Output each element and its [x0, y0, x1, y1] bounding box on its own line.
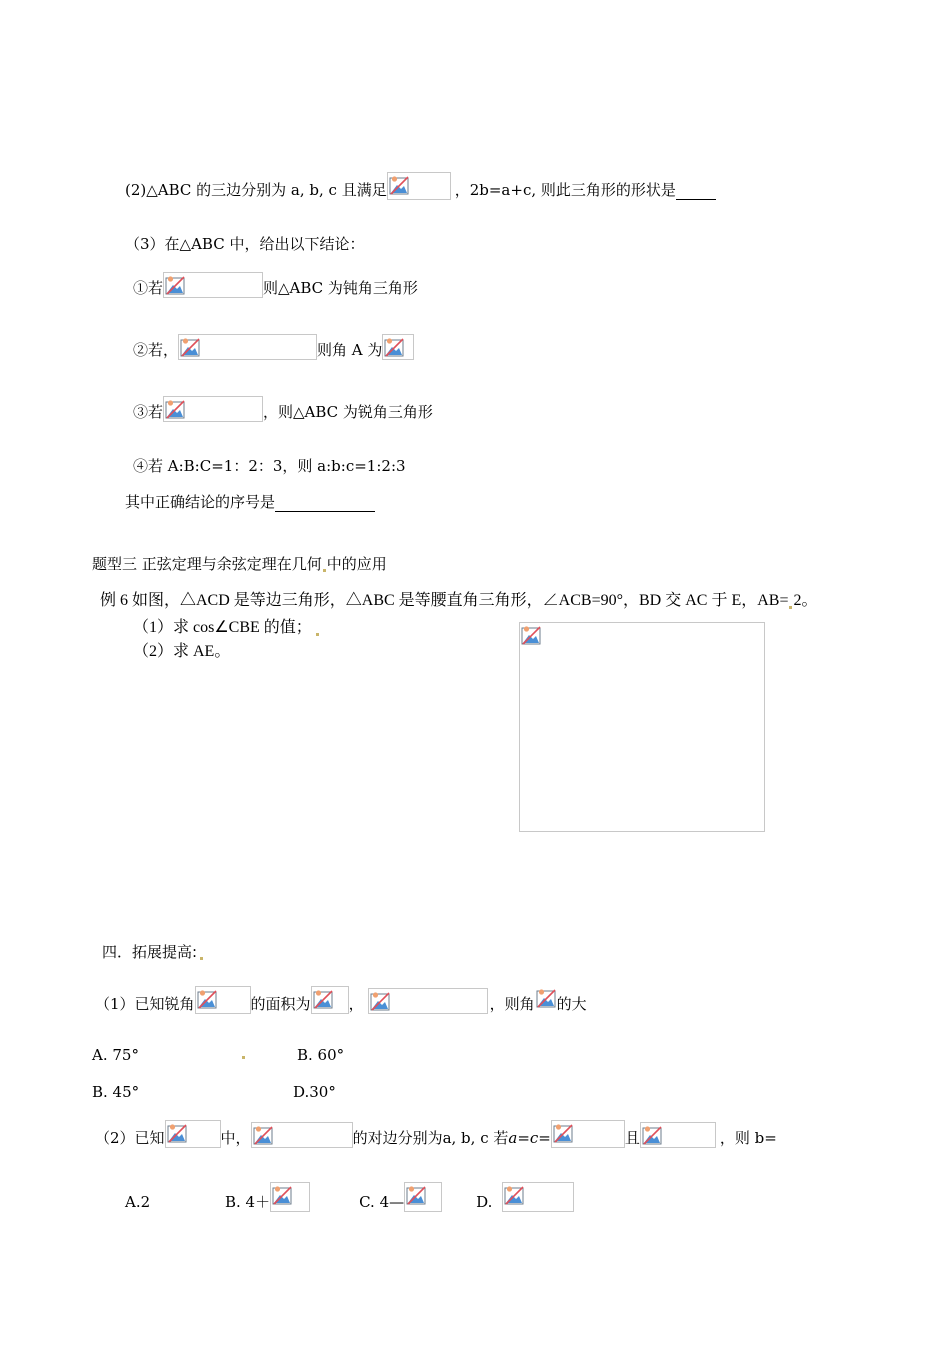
q2-text-b: ，2b=a+c, 则此三角形的形状是: [454, 181, 676, 199]
exercise-1: [95, 986, 587, 1014]
e1-text-d: ，则角: [489, 995, 535, 1013]
formula-image-icon: [404, 1182, 442, 1212]
q3-header: [125, 234, 364, 254]
formula-image-icon: [178, 334, 317, 360]
c1-suffix: 则△ABC 为钝角三角形: [263, 279, 418, 297]
formula-image-icon: [195, 986, 251, 1014]
marker-dot: [323, 569, 326, 572]
formula-image-icon: [163, 396, 263, 422]
option-c: B. 45°: [92, 1083, 140, 1101]
formula-image-icon: [640, 1122, 716, 1148]
formula-image-icon: [551, 1120, 625, 1148]
e2-text-g: ，则 b=: [719, 1129, 777, 1147]
c1-prefix: ①若: [133, 279, 164, 297]
formula-image-icon: [163, 272, 263, 298]
formula-image-icon: [270, 1182, 310, 1212]
q3-conclusion-1: [133, 272, 418, 298]
section-3-title-a: 题型三 正弦定理与余弦定理在几何: [92, 555, 322, 573]
option-b: B. 4＋: [225, 1193, 271, 1211]
formula-image-icon: [535, 986, 557, 1014]
option-d: D.: [476, 1193, 493, 1211]
answer-blank: [275, 495, 375, 512]
c2-mid: 则角 A 为: [317, 341, 383, 359]
e1-text-b: 的面积为: [250, 995, 311, 1013]
formula-image-icon: [251, 1122, 353, 1148]
e2-text-a: （2）已知: [95, 1129, 165, 1147]
marker-dot: [316, 633, 319, 636]
formula-image-icon: [387, 172, 451, 200]
figure-image-icon: [519, 622, 765, 832]
q2-line: [125, 172, 716, 200]
e1-text-e: 的大: [556, 995, 587, 1013]
e2-text-f: 且: [624, 1129, 640, 1147]
answer-blank: [676, 183, 716, 200]
part-2-text: （2）求 AE。: [133, 643, 231, 660]
example-6-part-1: [133, 618, 320, 638]
q3-header-text: （3）在△ABC 中，给出以下结论：: [125, 235, 365, 253]
q3-conclusion-3: [133, 396, 433, 422]
formula-image-icon: [502, 1182, 574, 1212]
e1-text-c: ，: [348, 995, 364, 1013]
q3-conclusion-4: [133, 456, 406, 476]
formula-image-icon: [165, 1120, 221, 1148]
e2-text-e: a=c=: [508, 1129, 551, 1147]
example-6: [100, 591, 818, 611]
exercise-2: [95, 1120, 777, 1148]
option-b: B. 60°: [297, 1046, 345, 1064]
c4-text: ④若 A:B:C=1：2：3，则 a:b:c=1:2:3: [133, 457, 406, 475]
answer-label: 其中正确结论的序号是: [125, 493, 276, 511]
section-4-title-text: 四．拓展提高:: [102, 943, 198, 961]
part-1-text: （1）求 cos∠CBE 的值；: [133, 619, 312, 636]
e2-text-d: a, b, c 若: [442, 1129, 509, 1147]
section-3-title: [92, 554, 387, 574]
example-6-part-2: [133, 642, 230, 662]
c3-suffix: ，则△ABC 为锐角三角形: [263, 403, 433, 421]
e2-text-c: 的对边分别为: [352, 1129, 443, 1147]
e1-option-b: [297, 1045, 344, 1065]
formula-image-icon: [382, 334, 414, 360]
example-6-text-end: 2。: [793, 592, 818, 609]
section-3-title-b: 中的应用: [326, 555, 387, 573]
q3-conclusion-2: [133, 334, 414, 360]
marker-dot: [242, 1056, 245, 1059]
section-4-title: [102, 942, 204, 962]
c2-prefix: ②若，: [133, 341, 179, 359]
option-a: A.2: [125, 1193, 151, 1211]
e2-options: [125, 1182, 574, 1212]
marker-dot: [200, 957, 203, 960]
c3-prefix: ③若: [133, 403, 164, 421]
marker-dot: [789, 606, 792, 609]
e1-text-a: （1）已知锐角: [95, 995, 195, 1013]
e1-option-d: [293, 1082, 336, 1102]
formula-image-icon: [368, 988, 488, 1014]
e1-option-a: [92, 1045, 139, 1065]
e2-text-b: 中，: [220, 1129, 251, 1147]
option-a: A. 75°: [92, 1046, 139, 1064]
example-6-text: 例 6 如图，△ACD 是等边三角形，△ABC 是等腰直角三角形，∠ACB=90°，BD 交 AC 于 E，AB=: [100, 592, 789, 609]
q3-answer: [125, 492, 375, 512]
option-d: D.30°: [293, 1083, 336, 1101]
q2-text-a: (2)△ABC 的三边分别为 a, b, c 且满足: [125, 181, 387, 199]
formula-image-icon: [311, 986, 349, 1014]
e1-option-c: [92, 1082, 139, 1102]
option-c: C. 4—: [359, 1193, 405, 1211]
